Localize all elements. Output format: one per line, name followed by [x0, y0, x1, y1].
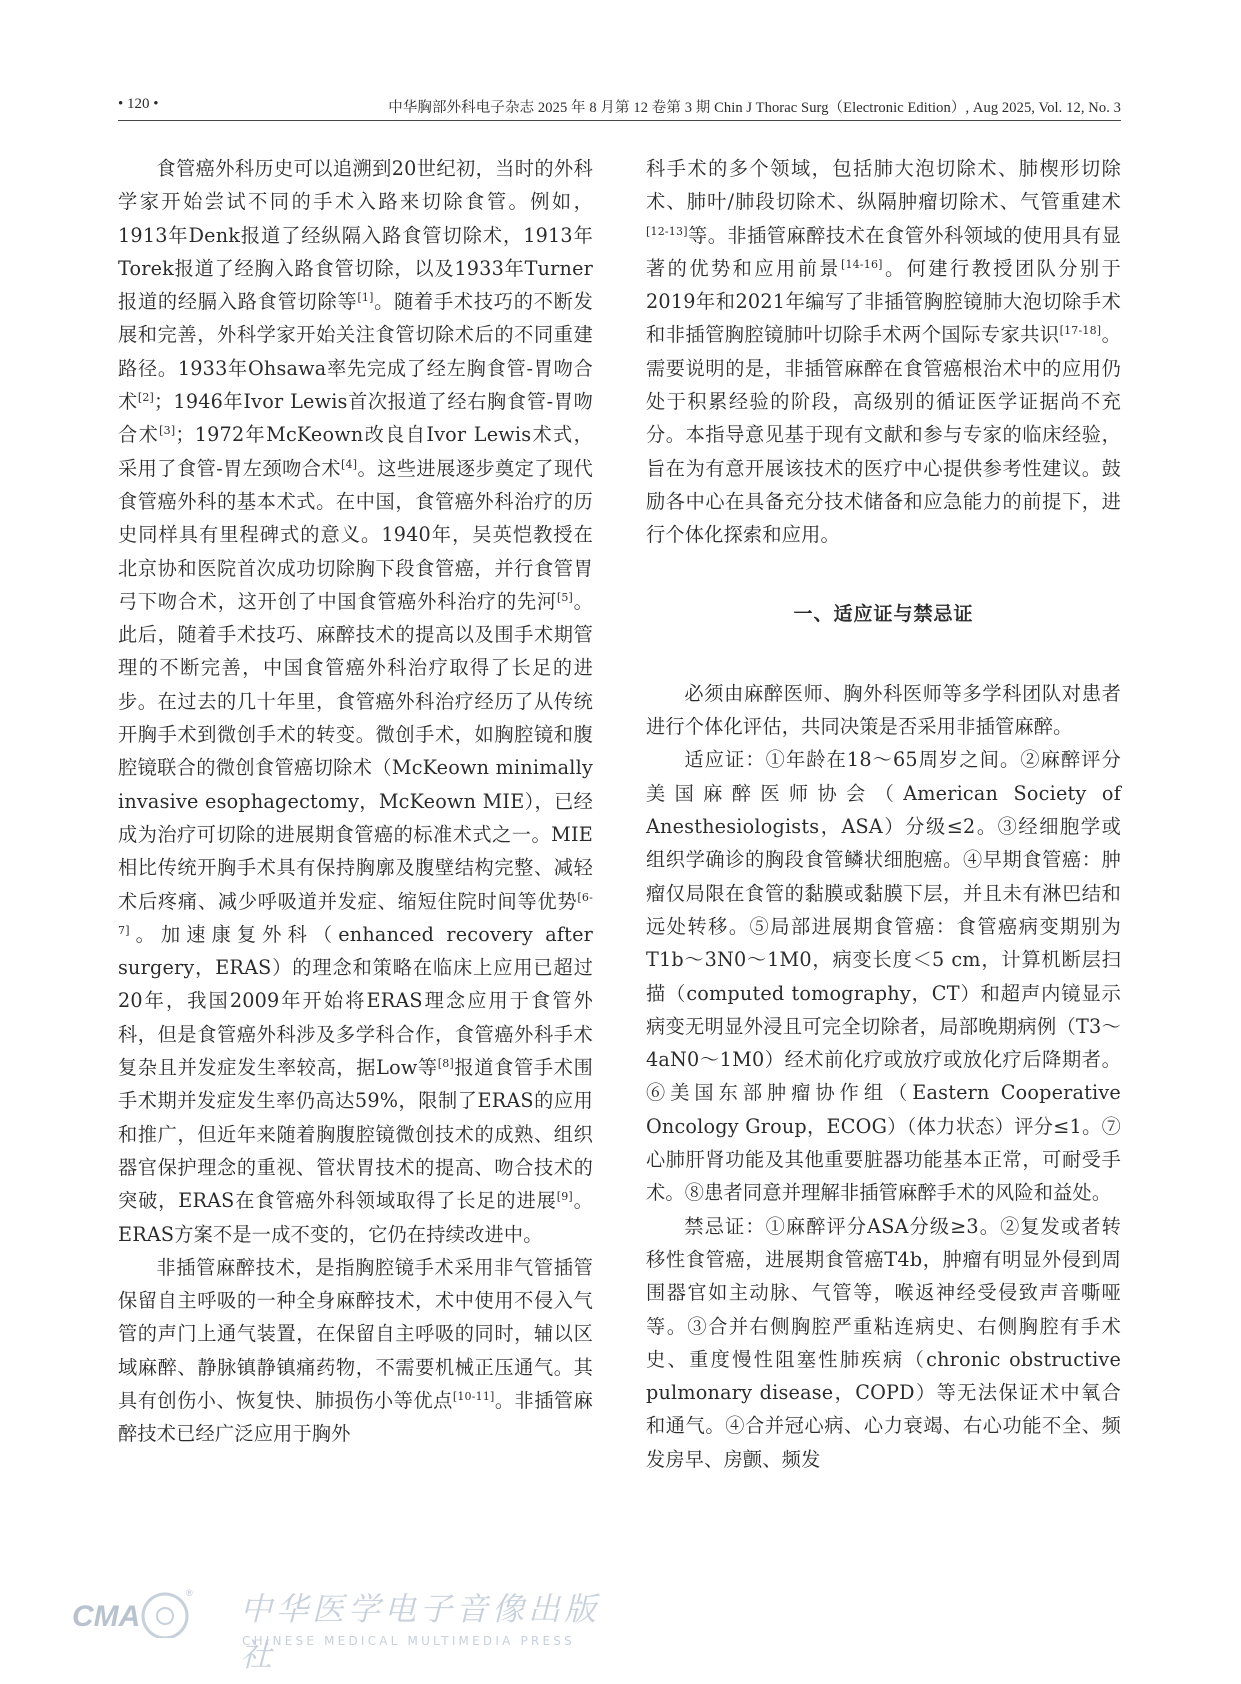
svg-text:®: ®: [186, 1588, 193, 1598]
citation-ref: [8]: [437, 1057, 454, 1071]
citation-ref: [17-18]: [1059, 324, 1102, 338]
running-header: [118, 96, 1121, 121]
logo-text: CMA: [72, 1600, 141, 1633]
citation-ref: [1]: [357, 291, 374, 305]
paragraph-contraindications: 禁忌证：①麻醉评分ASA分级≥3。②复发或者转移性食管癌，进展期食管癌T4b，肿瘤有明显外侵到周围器官如主动脉、气管等，喉返神经受侵致声音嘶哑等。③合并右侧胸腔严重粘连病史、右侧胸腔有手术史、重度慢性阻塞性肺疾病（chronic obstructive pulmonary disease，COPD）等无法保证术中氧合和通气。④合并冠心病、心力衰竭、右心功能不全、频发房早、房颤、频发: [646, 1214, 1121, 1471]
paragraph-history: 食管癌外科历史可以追溯到20世纪初，当时的外科学家开始尝试不同的手术入路来切除食管。例如，1913年Denk报道了经纵隔入路食管切除术，1913年Torek报道了经胸入路食管切除，以及1933年Turner报道的经膈入路食管切除等[1]。随着手术技巧的不断发展和完善，外科学家开始关注食管切除术后的不同重建路径。1933年Ohsawa率先完成了经左胸食管-胃吻合术[2]；1946年Ivor Lewis首次报道了经右胸食管-胃吻合术[3]；1972年McKeown改良自Ivor Lewis术式，采用了食管-胃左颈吻合术[4]。这些进展逐步奠定了现代食管癌外科的基本术式。在中国，食管癌外科治疗的历史同样具有里程碑式的意义。1940年，吴英恺教授在北京协和医院首次成功切除胸下段食管癌，并行食管胃弓下吻合术，这开创了中国食管癌外科治疗的先河[5]。此后，随着手术技巧、麻醉技术的提高以及围手术期管理的不断完善，中国食管癌外科治疗取得了长足的进步。在过去的几十年里，食管癌外科治疗经历了从传统开胸手术到微创手术的转变。微创手术，如胸腔镜和腹腔镜联合的微创食管癌切除术（McKeown minimally invasive esophagectomy，McKeown MIE），已经成为治疗可切除的进展期食管癌的标准术式之一。MIE相比传统开胸手术具有保持胸廓及腹壁结构完整、减轻术后疼痛、减少呼吸道并发症、缩短住院时间等优势[6-7]。加速康复外科（enhanced recovery after surgery，ERAS）的理念和策略在临床上应用已超过20年，我国2009年开始将ERAS理念应用于食管外科，但是食管癌外科涉及多学科合作，食管癌外科手术复杂且并发症发生率较高，据Low等[8]报道食管手术围手术期并发症发生率仍高达59%，限制了ERAS的应用和推广，但近年来随着胸腹腔镜微创技术的成熟、组织器官保护理念的重视、管状胃技术的提高、吻合技术的突破，ERAS在食管癌外科领域取得了长足的进展[9]。ERAS方案不是一成不变的，它仍在持续改进中。: [118, 157, 593, 1246]
citation-ref: [6-7]: [118, 890, 593, 937]
citation-ref: [2]: [137, 391, 155, 405]
page-number: • 120 •: [118, 96, 159, 112]
publisher-footer: [70, 1578, 630, 1674]
paragraph-indications: 适应证：①年龄在18～65周岁之间。②麻醉评分美国麻醉医师协会（American Society of Anesthesiologists，ASA）分级≤2。③经细胞学或组织学确诊的胸段食管鳞状细胞癌。④早期食管癌：肿瘤仅局限在食管的黏膜或黏膜下层，并且未有淋巴结和远处转移。⑤局部进展期食管癌：食管癌病变期别为T1b～3N0～1M0，病变长度＜5 cm，计算机断层扫描（computed tomography，CT）和超声内镜显示病变无明显外浸且可完全切除者，局部晚期病例（T3～4aN0～1M0）经术前化疗或放疗或放化疗后降期者。⑥美国东部肿瘤协作组（Eastern Cooperative Oncology Group，ECOG）（体力状态）评分≤1。⑦心肺肝肾功能及其他重要脏器功能基本正常，可耐受手术。⑧患者同意并理解非插管麻醉手术的风险和益处。: [646, 748, 1121, 1205]
right-column: [646, 152, 1121, 1476]
citation-ref: [4]: [341, 457, 358, 471]
citation-ref: [3]: [159, 424, 176, 438]
paragraph-evaluation: 必须由麻醉医师、胸外科医师等多学科团队对患者进行个体化评估，共同决策是否采用非插管麻醉。: [646, 681, 1121, 739]
citation-ref: [10-11]: [452, 1389, 495, 1403]
journal-citation: 中华胸部外科电子杂志 2025 年 8 月第 12 卷第 3 期 Chin J Thorac Surg（Electronic Edition）, Aug 2025, Vol. 12, No. 3: [388, 100, 1121, 116]
citation-ref: [5]: [556, 590, 574, 604]
paragraph-continued: 科手术的多个领域，包括肺大泡切除术、肺楔形切除术、肺叶/肺段切除术、纵隔肿瘤切除术、气管重建术[12-13]等。非插管麻醉技术在食管外科领域的使用具有显著的优势和应用前景[14-16]。何建行教授团队分别于2019年和2021年编写了非插管胸腔镜肺大泡切除手术和非插管胸腔镜肺叶切除手术两个国际专家共识[17-18]。需要说明的是，非插管麻醉在食管癌根治术中的应用仍处于积累经验的阶段，高级别的循证医学证据尚不充分。本指导意见基于现有文献和参与专家的临床经验，旨在为有意开展该技术的医疗中心提供参考性建议。鼓励各中心在具备充分技术储备和应急能力的前提下，进行个体化探索和应用。: [646, 157, 1122, 547]
section-heading: 一、适应证与禁忌证: [793, 602, 974, 625]
citation-ref: [12-13]: [646, 224, 688, 238]
paragraph-nonintubated: 非插管麻醉技术，是指胸腔镜手术采用非气管插管保留自主呼吸的一种全身麻醉技术，术中使用不侵入气管的声门上通气装置，在保留自主呼吸的同时，辅以区域麻醉、静脉镇静镇痛药物，不需要机械正压通气。其具有创伤小、恢复快、肺损伤小等优点[10-11]。非插管麻醉技术已经广泛应用于胸外: [118, 1255, 594, 1446]
publisher-logo-icon: [70, 1586, 220, 1638]
publisher-name-cn: 中华医学电子音像出版社: [240, 1590, 601, 1674]
citation-ref: [14-16]: [840, 257, 883, 271]
left-column: [118, 152, 593, 1451]
citation-ref: [9]: [556, 1190, 573, 1204]
publisher-name-en: CHINESE MEDICAL MULTIMEDIA PRESS: [242, 1634, 575, 1648]
